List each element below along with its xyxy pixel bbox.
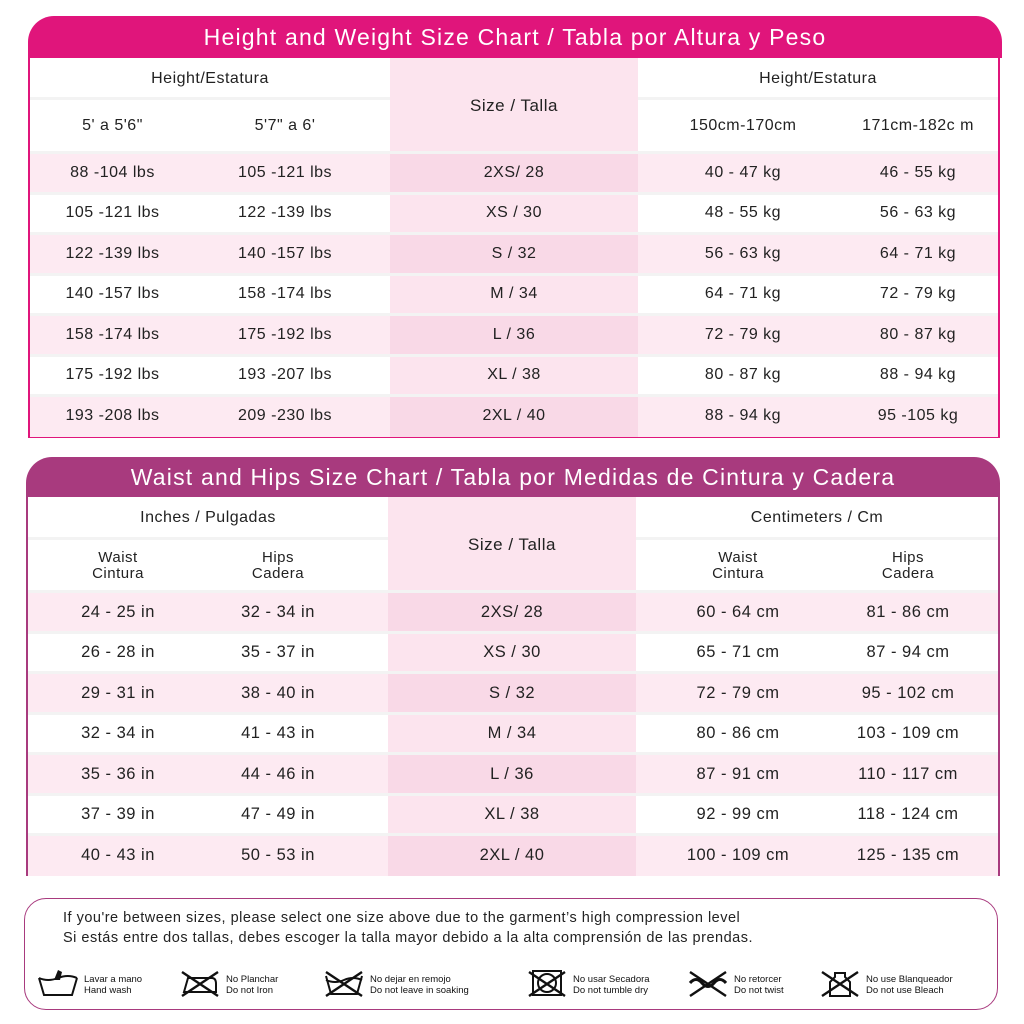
right-value-2: 81 - 86 cm: [866, 602, 950, 621]
right-value-2: 87 - 94 cm: [866, 643, 950, 662]
care-label-spanish: No use Blanqueador: [866, 974, 953, 985]
left-value-2: 158 -174 lbs: [237, 285, 333, 303]
height-weight-title: Height and Weight Size Chart / Tabla por Altura y Peso: [28, 16, 1002, 58]
no-tumble-dry-icon: [525, 968, 569, 1003]
left-value-1: 193 -208 lbs: [65, 406, 160, 424]
left-value-1: 35 - 36 in: [81, 764, 155, 783]
left-value-1: 26 - 28 in: [81, 643, 155, 662]
sub-header: 5'7" a 6': [254, 117, 316, 135]
sub-header: Hips Cadera: [251, 549, 305, 582]
right-value-1: 87 - 91 cm: [696, 764, 780, 783]
care-label-spanish: No Planchar: [226, 974, 279, 985]
left-value-1: 29 - 31 in: [81, 683, 155, 702]
size-header: Size / Talla: [470, 95, 558, 115]
left-group-header: Inches / Pulgadas: [140, 509, 276, 527]
right-value-2: 56 - 63 kg: [879, 204, 957, 222]
right-value-2: 88 - 94 kg: [879, 366, 957, 384]
right-value-2: 80 - 87 kg: [879, 325, 957, 343]
care-label: [370, 974, 469, 996]
right-value-1: 65 - 71 cm: [696, 643, 780, 662]
care-label: [866, 974, 953, 996]
right-value-2: 95 -105 kg: [877, 406, 959, 424]
care-item: [178, 968, 278, 1002]
sub-header: 171cm-182c m: [862, 117, 974, 135]
right-value-1: 72 - 79 cm: [696, 683, 780, 702]
left-value-2: 38 - 40 in: [241, 683, 315, 702]
size-value: L / 36: [490, 764, 534, 783]
care-label-spanish: No retorcer: [734, 974, 782, 985]
care-label-english: Do not use Bleach: [866, 985, 944, 996]
right-value-1: 100 - 109 cm: [686, 845, 790, 864]
size-value: 2XS/ 28: [480, 602, 544, 621]
care-label: [226, 974, 278, 996]
size-value: L / 36: [492, 325, 536, 343]
right-value-2: 64 - 71 kg: [879, 244, 957, 262]
right-value-2: 46 - 55 kg: [879, 163, 957, 181]
left-value-2: 47 - 49 in: [241, 805, 315, 824]
care-item: [525, 968, 650, 1002]
right-value-2: 72 - 79 kg: [879, 285, 957, 303]
left-value-2: 50 - 53 in: [241, 845, 315, 864]
no-bleach-icon: [818, 968, 862, 1003]
size-value: 2XL / 40: [479, 845, 545, 864]
left-value-1: 140 -157 lbs: [65, 285, 160, 303]
sub-header: 150cm-170cm: [689, 117, 797, 135]
care-label-spanish: No usar Secadora: [573, 974, 650, 985]
care-label: [734, 974, 784, 996]
size-value: 2XL / 40: [482, 406, 546, 424]
left-value-1: 37 - 39 in: [81, 805, 155, 824]
waist-hips-title: Waist and Hips Size Chart / Tabla por Medidas de Cintura y Cadera: [26, 457, 1000, 497]
right-value-1: 92 - 99 cm: [696, 805, 780, 824]
hand-wash-icon: [36, 968, 80, 1003]
care-label-english: Do not leave in soaking: [370, 985, 469, 996]
right-value-1: 64 - 71 kg: [704, 285, 782, 303]
sizing-note-english: If you're between sizes, please select one size above due to the garment’s high compression level: [63, 910, 741, 926]
left-value-2: 35 - 37 in: [241, 643, 315, 662]
left-value-2: 105 -121 lbs: [237, 163, 333, 181]
care-item: [818, 968, 953, 1002]
left-value-2: 122 -139 lbs: [237, 204, 333, 222]
size-header: Size / Talla: [468, 534, 556, 554]
right-value-1: 88 - 94 kg: [704, 406, 782, 424]
size-value: M / 34: [487, 724, 537, 743]
size-value: S / 32: [491, 244, 537, 262]
no-iron-icon: [178, 968, 222, 1003]
right-value-2: 118 - 124 cm: [857, 805, 959, 824]
left-value-2: 41 - 43 in: [241, 724, 315, 743]
care-item: [322, 968, 469, 1002]
sub-header: Waist Cintura: [92, 549, 144, 582]
right-group-header: Centimeters / Cm: [750, 509, 884, 527]
size-value: S / 32: [488, 683, 536, 702]
care-item: [36, 968, 142, 1002]
left-value-1: 122 -139 lbs: [65, 244, 160, 262]
right-value-2: 95 - 102 cm: [861, 683, 955, 702]
left-value-1: 158 -174 lbs: [65, 325, 160, 343]
size-value: XS / 30: [486, 204, 542, 222]
no-soak-icon: [322, 968, 366, 1003]
left-value-2: 193 -207 lbs: [237, 366, 333, 384]
size-value: XL / 38: [487, 366, 541, 384]
left-value-1: 88 -104 lbs: [70, 163, 155, 181]
sub-header: Hips Cadera: [881, 549, 935, 582]
size-value: M / 34: [490, 285, 538, 303]
right-value-2: 125 - 135 cm: [856, 845, 960, 864]
care-item: [686, 968, 784, 1002]
right-value-2: 103 - 109 cm: [856, 724, 960, 743]
size-value: 2XS/ 28: [483, 163, 545, 181]
sizing-note-spanish: Si estás entre dos tallas, debes escoger la talla mayor debido a la alta comprensión de las prendas.: [63, 930, 753, 946]
care-label-english: Do not tumble dry: [573, 985, 648, 996]
care-label: [84, 974, 142, 996]
left-value-1: 24 - 25 in: [81, 602, 155, 621]
care-label-english: Do not Iron: [226, 985, 273, 996]
care-label: [573, 974, 650, 996]
care-label-english: Do not twist: [734, 985, 784, 996]
left-value-2: 44 - 46 in: [241, 764, 315, 783]
size-value: XL / 38: [484, 805, 540, 824]
right-value-1: 60 - 64 cm: [696, 602, 780, 621]
right-value-1: 56 - 63 kg: [704, 244, 782, 262]
left-value-1: 40 - 43 in: [81, 845, 155, 864]
right-value-1: 48 - 55 kg: [704, 204, 782, 222]
left-value-1: 105 -121 lbs: [65, 204, 160, 222]
left-value-2: 32 - 34 in: [241, 602, 315, 621]
right-value-1: 80 - 87 kg: [704, 366, 782, 384]
left-group-header: Height/Estatura: [151, 69, 269, 87]
right-group-header: Height/Estatura: [759, 69, 877, 87]
care-label-spanish: Lavar a mano: [84, 974, 143, 985]
sub-header: 5' a 5'6": [82, 117, 143, 135]
left-value-2: 209 -230 lbs: [237, 406, 333, 424]
right-value-1: 80 - 86 cm: [696, 724, 780, 743]
care-label-spanish: No dejar en remojo: [370, 974, 451, 985]
no-twist-icon: [686, 968, 730, 1003]
right-value-1: 40 - 47 kg: [704, 163, 782, 181]
care-label-english: Hand wash: [84, 985, 132, 996]
left-value-1: 32 - 34 in: [81, 724, 155, 743]
sub-header: Waist Cintura: [712, 549, 764, 582]
left-value-2: 140 -157 lbs: [237, 244, 333, 262]
size-value: XS / 30: [483, 643, 541, 662]
left-value-2: 175 -192 lbs: [237, 325, 333, 343]
right-value-2: 110 - 117 cm: [858, 764, 958, 783]
right-value-1: 72 - 79 kg: [704, 325, 782, 343]
left-value-1: 175 -192 lbs: [65, 366, 160, 384]
